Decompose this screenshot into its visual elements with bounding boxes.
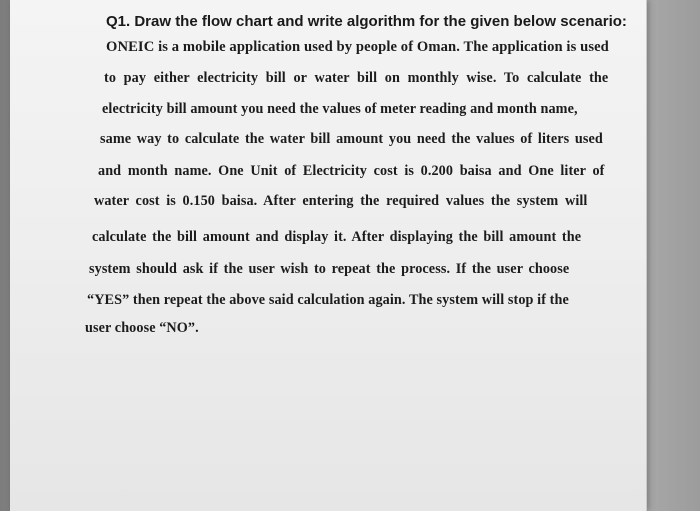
scenario-line-7: calculate the bill amount and display it. After displaying the bill amount the: [92, 229, 582, 245]
background-surface: [640, 0, 700, 511]
scenario-line-8: system should ask if the user wish to repeat the process. If the user choose: [89, 261, 570, 277]
question-title: Q1. Draw the flow chart and write algorithm for the given below scenario:: [106, 13, 627, 30]
scenario-line-3: electricity bill amount you need the values of meter reading and month name,: [102, 101, 578, 117]
paper-sheet: [10, 0, 647, 511]
scenario-line-10: user choose “NO”.: [85, 320, 199, 336]
scenario-line-6: water cost is 0.150 baisa. After entering the required values the system will: [94, 193, 588, 209]
scenario-line-5: and month name. One Unit of Electricity cost is 0.200 baisa and One liter of: [98, 163, 605, 179]
scenario-line-2: to pay either electricity bill or water bill on monthly wise. To calculate the: [104, 70, 609, 86]
scenario-line-1: ONEIC is a mobile application used by people of Oman. The application is used: [106, 39, 609, 55]
scenario-line-9: “YES” then repeat the above said calculation again. The system will stop if the: [87, 292, 569, 308]
scenario-line-4: same way to calculate the water bill amount you need the values of liters used: [100, 131, 603, 147]
